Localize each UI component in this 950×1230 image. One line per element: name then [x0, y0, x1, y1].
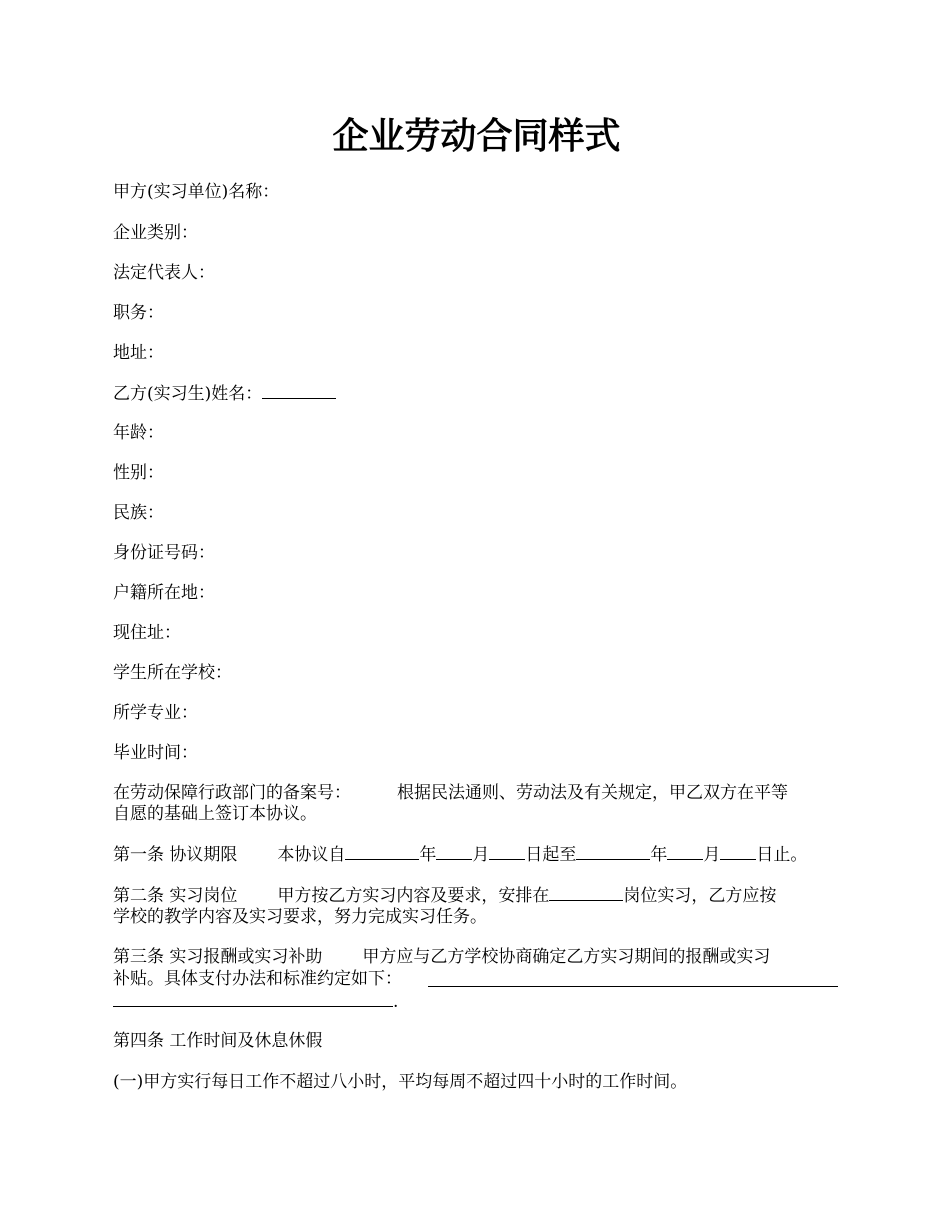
- field-household-registration: 户籍所在地：: [113, 583, 215, 603]
- field-current-address: 现住址：: [113, 623, 181, 643]
- field-ethnicity: 民族：: [113, 503, 164, 523]
- article-4-item-1: (一)甲方实行每日工作不超过八小时，平均每周不超过四十小时的工作时间。: [113, 1072, 688, 1092]
- article-2-continued: 学校的教学内容及实习要求，努力完成实习任务。: [113, 907, 487, 927]
- article-1: 第一条 协议期限 本协议自 年 月 日起至 年 月 日止。: [113, 845, 808, 865]
- payment-terms-blank-1: [428, 986, 838, 987]
- field-graduation-time: 毕业时间：: [113, 743, 198, 763]
- record-intro-text: 根据民法通则、劳动法及有关规定，甲乙双方在平等: [397, 783, 788, 803]
- record-number-line: [113, 782, 840, 804]
- start-month-blank: [436, 843, 472, 860]
- field-employer-name: 甲方(实习单位)名称：: [113, 182, 280, 202]
- article-3: 第三条 实习报酬或实习补助 甲方应与乙方学校协商确定乙方实习期间的报酬或实习: [113, 947, 771, 967]
- article-4-heading: 第四条 工作时间及休息休假: [113, 1031, 323, 1051]
- field-position: 职务：: [113, 303, 164, 323]
- end-month-blank: [667, 843, 703, 860]
- field-age: 年龄：: [113, 423, 164, 443]
- article-2: 第二条 实习岗位 甲方按乙方实习内容及要求，安排在 岗位实习，乙方应按: [113, 886, 777, 906]
- field-intern-name: [113, 382, 840, 405]
- start-day-blank: [489, 843, 525, 860]
- intern-name-blank: [262, 382, 336, 399]
- start-year-blank: [345, 843, 419, 860]
- field-intern-name-label: 乙方(实习生)姓名：: [113, 384, 263, 404]
- end-year-blank: [576, 843, 650, 860]
- field-address: 地址：: [113, 343, 164, 363]
- field-major: 所学专业：: [113, 703, 198, 723]
- field-enterprise-type: 企业类别：: [113, 223, 198, 243]
- article-3-continued: 补贴。具体支付办法和标准约定如下：: [113, 969, 402, 989]
- article-3-end: .: [113, 990, 840, 1013]
- record-number-label: 在劳动保障行政部门的备案号：: [113, 783, 351, 803]
- post-blank: [549, 884, 623, 901]
- field-legal-representative: 法定代表人：: [113, 263, 215, 283]
- record-intro-continued: 自愿的基础上签订本协议。: [113, 804, 317, 824]
- end-day-blank: [720, 843, 756, 860]
- field-gender: 性别：: [113, 463, 164, 483]
- field-id-number: 身份证号码：: [113, 543, 215, 563]
- article-2-heading: 第二条 实习岗位: [113, 886, 238, 906]
- article-3-heading: 第三条 实习报酬或实习补助: [113, 947, 323, 967]
- field-school: 学生所在学校：: [113, 663, 232, 683]
- document-title: 企业劳动合同样式: [332, 115, 621, 157]
- payment-terms-blank-2: [113, 990, 393, 1007]
- article-1-heading: 第一条 协议期限: [113, 845, 238, 865]
